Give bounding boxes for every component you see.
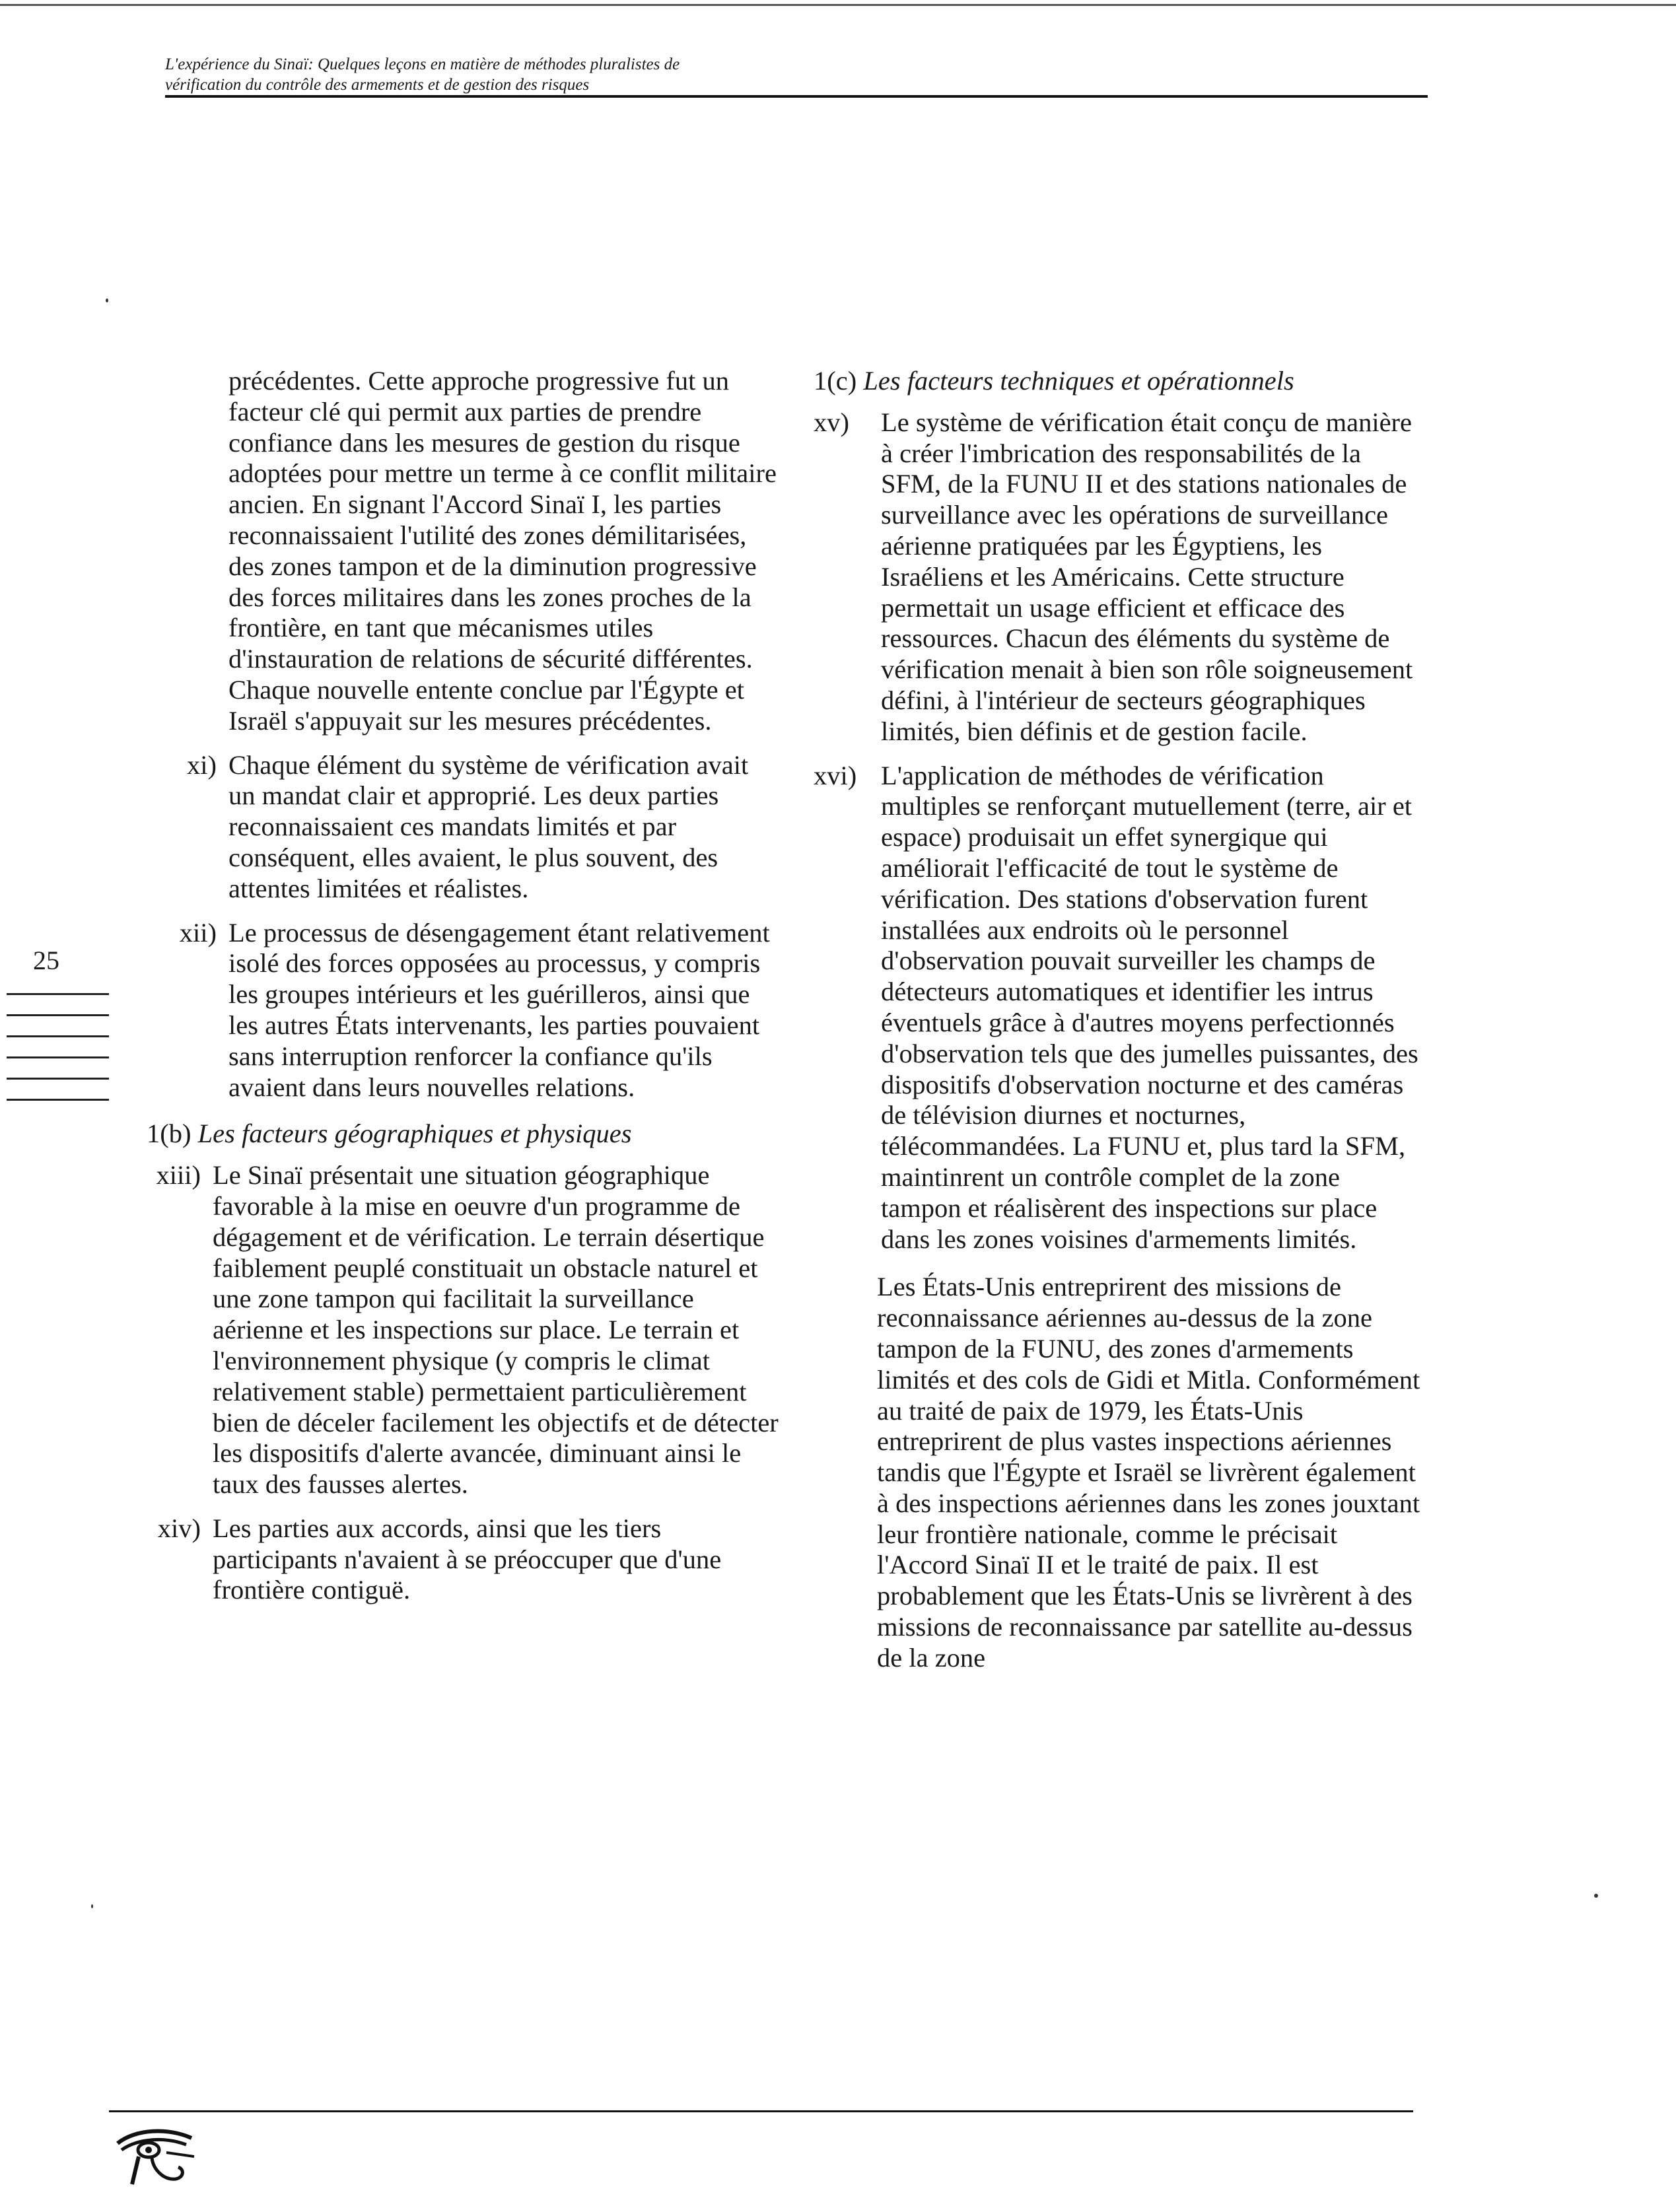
running-header-line-1: L'expérience du Sinaï: Quelques leçons en matière de méthodes pluralistes de [165, 55, 680, 73]
list-item-number: xi) [187, 749, 217, 780]
scan-speck [91, 1904, 93, 1908]
list-item-number: xiii) [156, 1160, 201, 1191]
margin-rule [7, 1099, 109, 1101]
section-heading-1b [147, 1119, 781, 1150]
left-column [147, 366, 781, 1619]
list-item-text: Le Sinaï présentait une situation géographique favorable à la mise en oeuvre d'un programme de dégagement et de vérification. Le terrain désertique faiblement peuplé constituait un obstacle naturel et une zone tampon qui facilitait la surveillance aérienne et les inspections sur place. Le terrain et l'environnement physique (y compris le climat relativement stable) permettaient particulièrement bien de déceler facilement les objectifs et de détecter les dispositifs d'alerte avancée, diminuant ainsi le taux des fausses alertes. [213, 1160, 779, 1500]
running-header [165, 54, 1420, 95]
margin-rule [7, 993, 109, 995]
body-paragraph: Les États-Unis entreprirent des missions de reconnaissance aériennes au-dessus de la zone tampon de la FUNU, des zones d'armements limités et des cols de Gidi et Mitla. Conformément au traité de paix de 1979, les États-Unis entreprirent de plus vastes inspections aériennes tandis que l'Égypte et Israël se livrèrent également à des inspections aériennes dans les zones jouxtant leur frontière nationale, comme le précisait l'Accord Sinaï II et le traité de paix. Il est probablement que les États-Unis se livrèrent à des missions de reconnaissance par satellite au-dessus de la zone [877, 1272, 1420, 1673]
list-item-number: xii) [179, 917, 217, 948]
section-number: 1(c) [814, 366, 857, 396]
list-item-number: xvi) [814, 760, 857, 790]
scan-speck [106, 298, 108, 302]
list-item-xiii [147, 1160, 781, 1500]
right-column [814, 366, 1421, 1674]
section-heading-1c [814, 366, 1421, 397]
eye-of-horus-logo-icon [112, 2124, 198, 2190]
page-number: 25 [33, 946, 59, 975]
list-item-number: xv) [814, 407, 849, 437]
margin-rule [7, 1078, 109, 1080]
section-title: Les facteurs techniques et opérationnels [863, 366, 1294, 396]
section-number: 1(b) [147, 1119, 192, 1149]
list-item-xvi [814, 761, 1421, 1255]
scan-speck [1594, 1894, 1598, 1898]
margin-rule [7, 1035, 109, 1037]
list-item-number: xiv) [157, 1513, 201, 1543]
margin-decorative-rules [7, 993, 109, 1120]
margin-rule [7, 1014, 109, 1016]
list-item-xii [147, 918, 781, 1103]
top-edge-rule [0, 4, 1676, 6]
continued-paragraph: précédentes. Cette approche progressive fut un facteur clé qui permit aux parties de prendre confiance dans les mesures de gestion du risque adoptées pour mettre un terme à ce conflit militaire ancien. En signant l'Accord Sinaï I, les parties reconnaissaient l'utilité des zones démilitarisées, des zones tampon et de la diminution progressive des forces militaires dans les zones proches de la frontière, en tant que mécanismes utiles d'instauration de relations de sécurité différentes. Chaque nouvelle entente conclue par l'Égypte et Israël s'appuyait sur les mesures précédentes. [228, 366, 777, 736]
list-item-text: L'application de méthodes de vérification multiples se renforçant mutuellement (terre, air et espace) produisait un effet synergique qui améliorait l'efficacité de tout le système de vérification. Des stations d'observation furent installées aux endroits où le personnel d'observation pouvait surveiller les champs de détecteurs automatiques et identifier les intrus éventuels grâce à d'autres moyens perfectionnés d'observation tels que des jumelles puissantes, des dispositifs d'observation nocturne et des caméras de télévision diurnes et nocturnes, télécommandées. La FUNU et, plus tard la SFM, maintinrent un contrôle complet de la zone tampon et réalisèrent des inspections sur place dans les zones voisines d'armements limités. [881, 760, 1418, 1254]
list-item-xi [147, 750, 781, 905]
list-item-xiv [147, 1513, 781, 1606]
list-item-text: Le système de vérification était conçu de manière à créer l'imbrication des responsabilités de la SFM, de la FUNU II et des stations nationales de surveillance avec les opérations de surveillance aérienne pratiquées par les Égyptiens, les Israéliens et les Américains. Cette structure permettait un usage efficient et efficace des ressources. Chacun des éléments du système de vérification menait à bien son rôle soigneusement défini, à l'intérieur de secteurs géographiques limités, bien définis et de gestion facile. [881, 407, 1413, 746]
header-rule [165, 95, 1428, 98]
running-header-line-2: vérification du contrôle des armements et de gestion des risques [165, 76, 590, 94]
margin-rule [7, 1056, 109, 1058]
list-item-text: Les parties aux accords, ainsi que les tiers participants n'avaient à se préoccuper que d'une frontière contiguë. [213, 1513, 722, 1605]
footer-rule [109, 2110, 1413, 2112]
list-item-text: Chaque élément du système de vérification avait un mandat clair et approprié. Les deux parties reconnaissaient ces mandats limités et par conséquent, elles avaient, le plus souvent, des attentes limitées et réalistes. [228, 749, 749, 903]
section-title: Les facteurs géographiques et physiques [197, 1119, 632, 1149]
list-item-text: Le processus de désengagement étant relativement isolé des forces opposées au processus, y compris les groupes intérieurs et les guérilleros, ainsi que les autres États intervenants, les parties pouvaient sans interruption renforcer la confiance qu'ils avaient dans leurs nouvelles relations. [228, 917, 770, 1102]
list-item-xv [814, 407, 1421, 747]
